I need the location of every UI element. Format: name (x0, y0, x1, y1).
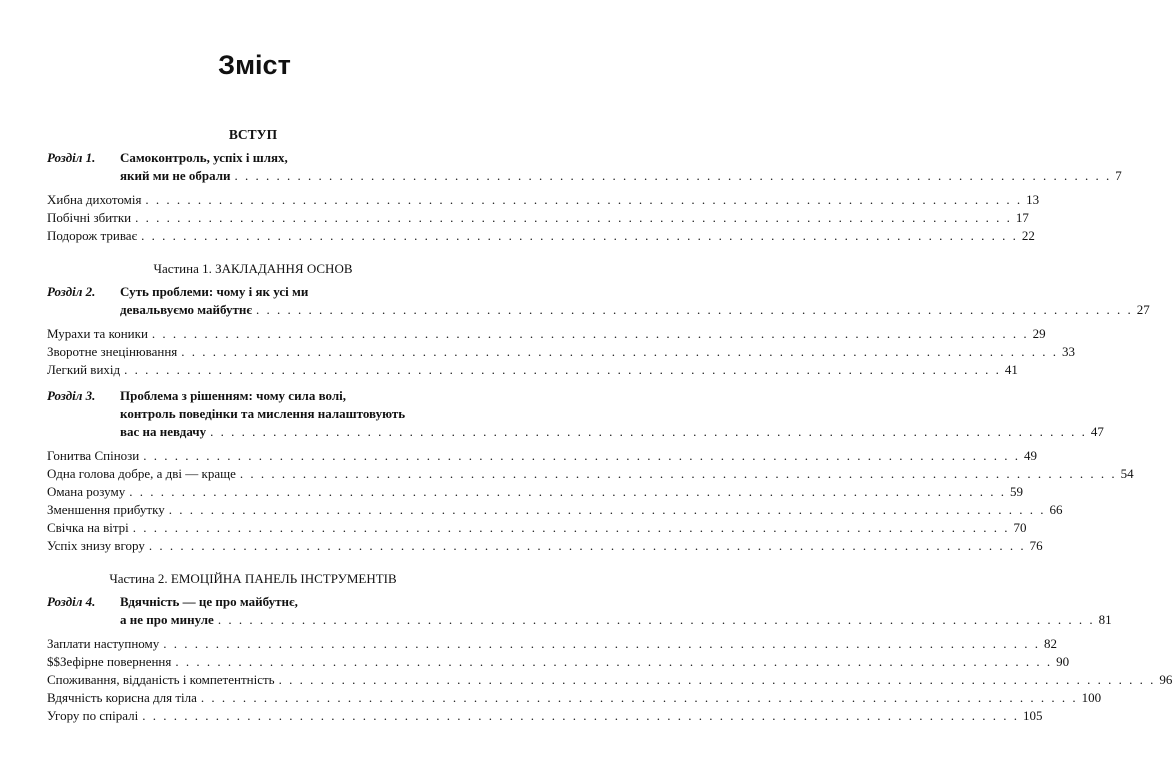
toc-block (47, 387, 1134, 555)
toc-block (47, 569, 1172, 725)
chapter-label: Розділ 3. (47, 388, 96, 403)
page-title: Зміст (218, 50, 291, 80)
chapter-last-line (120, 167, 1122, 185)
entry-title: який ми не обрали (120, 168, 231, 183)
dot-leader (279, 671, 1156, 689)
entry-title: $$Зефірне повернення (47, 654, 172, 669)
dot-leader (135, 209, 1012, 227)
dot-leader (129, 483, 1006, 501)
chapter-title (120, 283, 1150, 319)
dot-leader (235, 167, 1112, 185)
toc-item (47, 209, 1029, 227)
section-heading: ВСТУП (228, 127, 278, 142)
toc-item (47, 343, 1076, 361)
page-number: 90 (1056, 654, 1070, 669)
dot-leader (210, 423, 1087, 441)
entry-title: Заплати наступному (47, 636, 160, 651)
toc-item (47, 227, 1035, 245)
page-number: 59 (1009, 484, 1023, 499)
page-number: 47 (1090, 424, 1104, 439)
entry-title: а не про минуле (120, 612, 214, 627)
entry-title: Легкий вихід (47, 362, 121, 377)
page-number: 82 (1044, 636, 1058, 651)
page-number: 105 (1022, 708, 1043, 723)
entry-title: Хибна дихотомія (47, 192, 142, 207)
entry-title: Подорож триває (47, 228, 138, 243)
chapter-entry (47, 593, 1112, 629)
entry-title: Гонитва Спінози (47, 448, 140, 463)
entry-title: Успіх знизу вгору (47, 538, 145, 553)
toc-item (47, 537, 1043, 555)
chapter-title (120, 149, 1122, 185)
dot-leader (181, 343, 1058, 361)
section-heading: Частина 1. ЗАКЛАДАННЯ ОСНОВ (153, 261, 353, 276)
dot-leader (149, 537, 1026, 555)
toc-item (47, 707, 1043, 725)
entry-title: девальвуємо майбутнє (120, 302, 253, 317)
dot-leader (256, 301, 1133, 319)
chapter-label: Розділ 4. (47, 594, 96, 609)
toc-item (47, 519, 1027, 537)
chapter-title-line: контроль поведінки та мислення налаштовують (120, 406, 406, 421)
chapter-title (120, 387, 1104, 441)
toc-block (47, 259, 1150, 379)
chapter-label: Розділ 2. (47, 284, 96, 299)
dot-leader (152, 325, 1029, 343)
page-number: 7 (1115, 168, 1122, 183)
page-number: 100 (1081, 690, 1102, 705)
toc-item (47, 635, 1058, 653)
toc-item (47, 465, 1134, 483)
toc-item (47, 501, 1063, 519)
chapter-title-line: Суть проблеми: чому і як усі ми (120, 284, 309, 299)
entry-title: Мурахи та коники (47, 326, 148, 341)
toc-item (47, 653, 1070, 671)
dot-leader (143, 447, 1020, 465)
entry-title: Зменшення прибутку (47, 502, 165, 517)
chapter-entry (47, 149, 1122, 185)
chapter-last-line (120, 423, 1104, 441)
page-number: 76 (1029, 538, 1043, 553)
table-of-contents (47, 125, 1172, 725)
chapter-last-line (120, 301, 1150, 319)
dot-leader (141, 227, 1018, 245)
page-number: 33 (1062, 344, 1076, 359)
page-number: 22 (1021, 228, 1035, 243)
chapter-title-line: Проблема з рішенням: чому сила волі, (120, 388, 347, 403)
toc-item (47, 447, 1037, 465)
entry-title: Свічка на вітрі (47, 520, 129, 535)
chapter-title-line: Вдячність — це про майбутнє, (120, 594, 298, 609)
page-number: 96 (1159, 672, 1172, 687)
entry-title: Угору по спіралі (47, 708, 139, 723)
entry-title: Одна голова добре, а дві — краще (47, 466, 236, 481)
entry-title: вас на невдачу (120, 424, 207, 439)
page-number: 27 (1136, 302, 1150, 317)
chapter-entry (47, 283, 1150, 319)
toc-item (47, 191, 1040, 209)
page-number: 29 (1032, 326, 1046, 341)
page-number: 17 (1015, 210, 1029, 225)
chapter-entry (47, 387, 1104, 441)
section-heading: Частина 2. ЕМОЦІЙНА ПАНЕЛЬ ІНСТРУМЕНТІВ (109, 571, 397, 586)
dot-leader (124, 361, 1001, 379)
page-number: 66 (1049, 502, 1063, 517)
chapter-label: Розділ 1. (47, 150, 96, 165)
toc-item (47, 361, 1018, 379)
page-number: 54 (1120, 466, 1134, 481)
chapter-title-line: Самоконтроль, успіх і шлях, (120, 150, 288, 165)
dot-leader (169, 501, 1046, 519)
toc-item (47, 671, 1172, 689)
entry-title: Омана розуму (47, 484, 126, 499)
page-number: 70 (1013, 520, 1027, 535)
page-number: 41 (1004, 362, 1018, 377)
entry-title: Споживання, відданість і компетентність (47, 672, 275, 687)
dot-leader (145, 191, 1022, 209)
dot-leader (240, 465, 1117, 483)
entry-title: Зворотне знецінювання (47, 344, 178, 359)
page-number: 13 (1026, 192, 1040, 207)
entry-title: Вдячність корисна для тіла (47, 690, 197, 705)
dot-leader (218, 611, 1095, 629)
toc-block (47, 125, 1122, 245)
dot-leader (133, 519, 1010, 537)
dot-leader (163, 635, 1040, 653)
chapter-last-line (120, 611, 1112, 629)
toc-item (47, 483, 1023, 501)
dot-leader (142, 707, 1019, 725)
entry-title: Побічні збитки (47, 210, 132, 225)
page-number: 49 (1024, 448, 1037, 463)
chapter-title (120, 593, 1112, 629)
dot-leader (175, 653, 1052, 671)
page-number: 81 (1098, 612, 1112, 627)
toc-item (47, 325, 1046, 343)
dot-leader (201, 689, 1078, 707)
toc-item (47, 689, 1102, 707)
